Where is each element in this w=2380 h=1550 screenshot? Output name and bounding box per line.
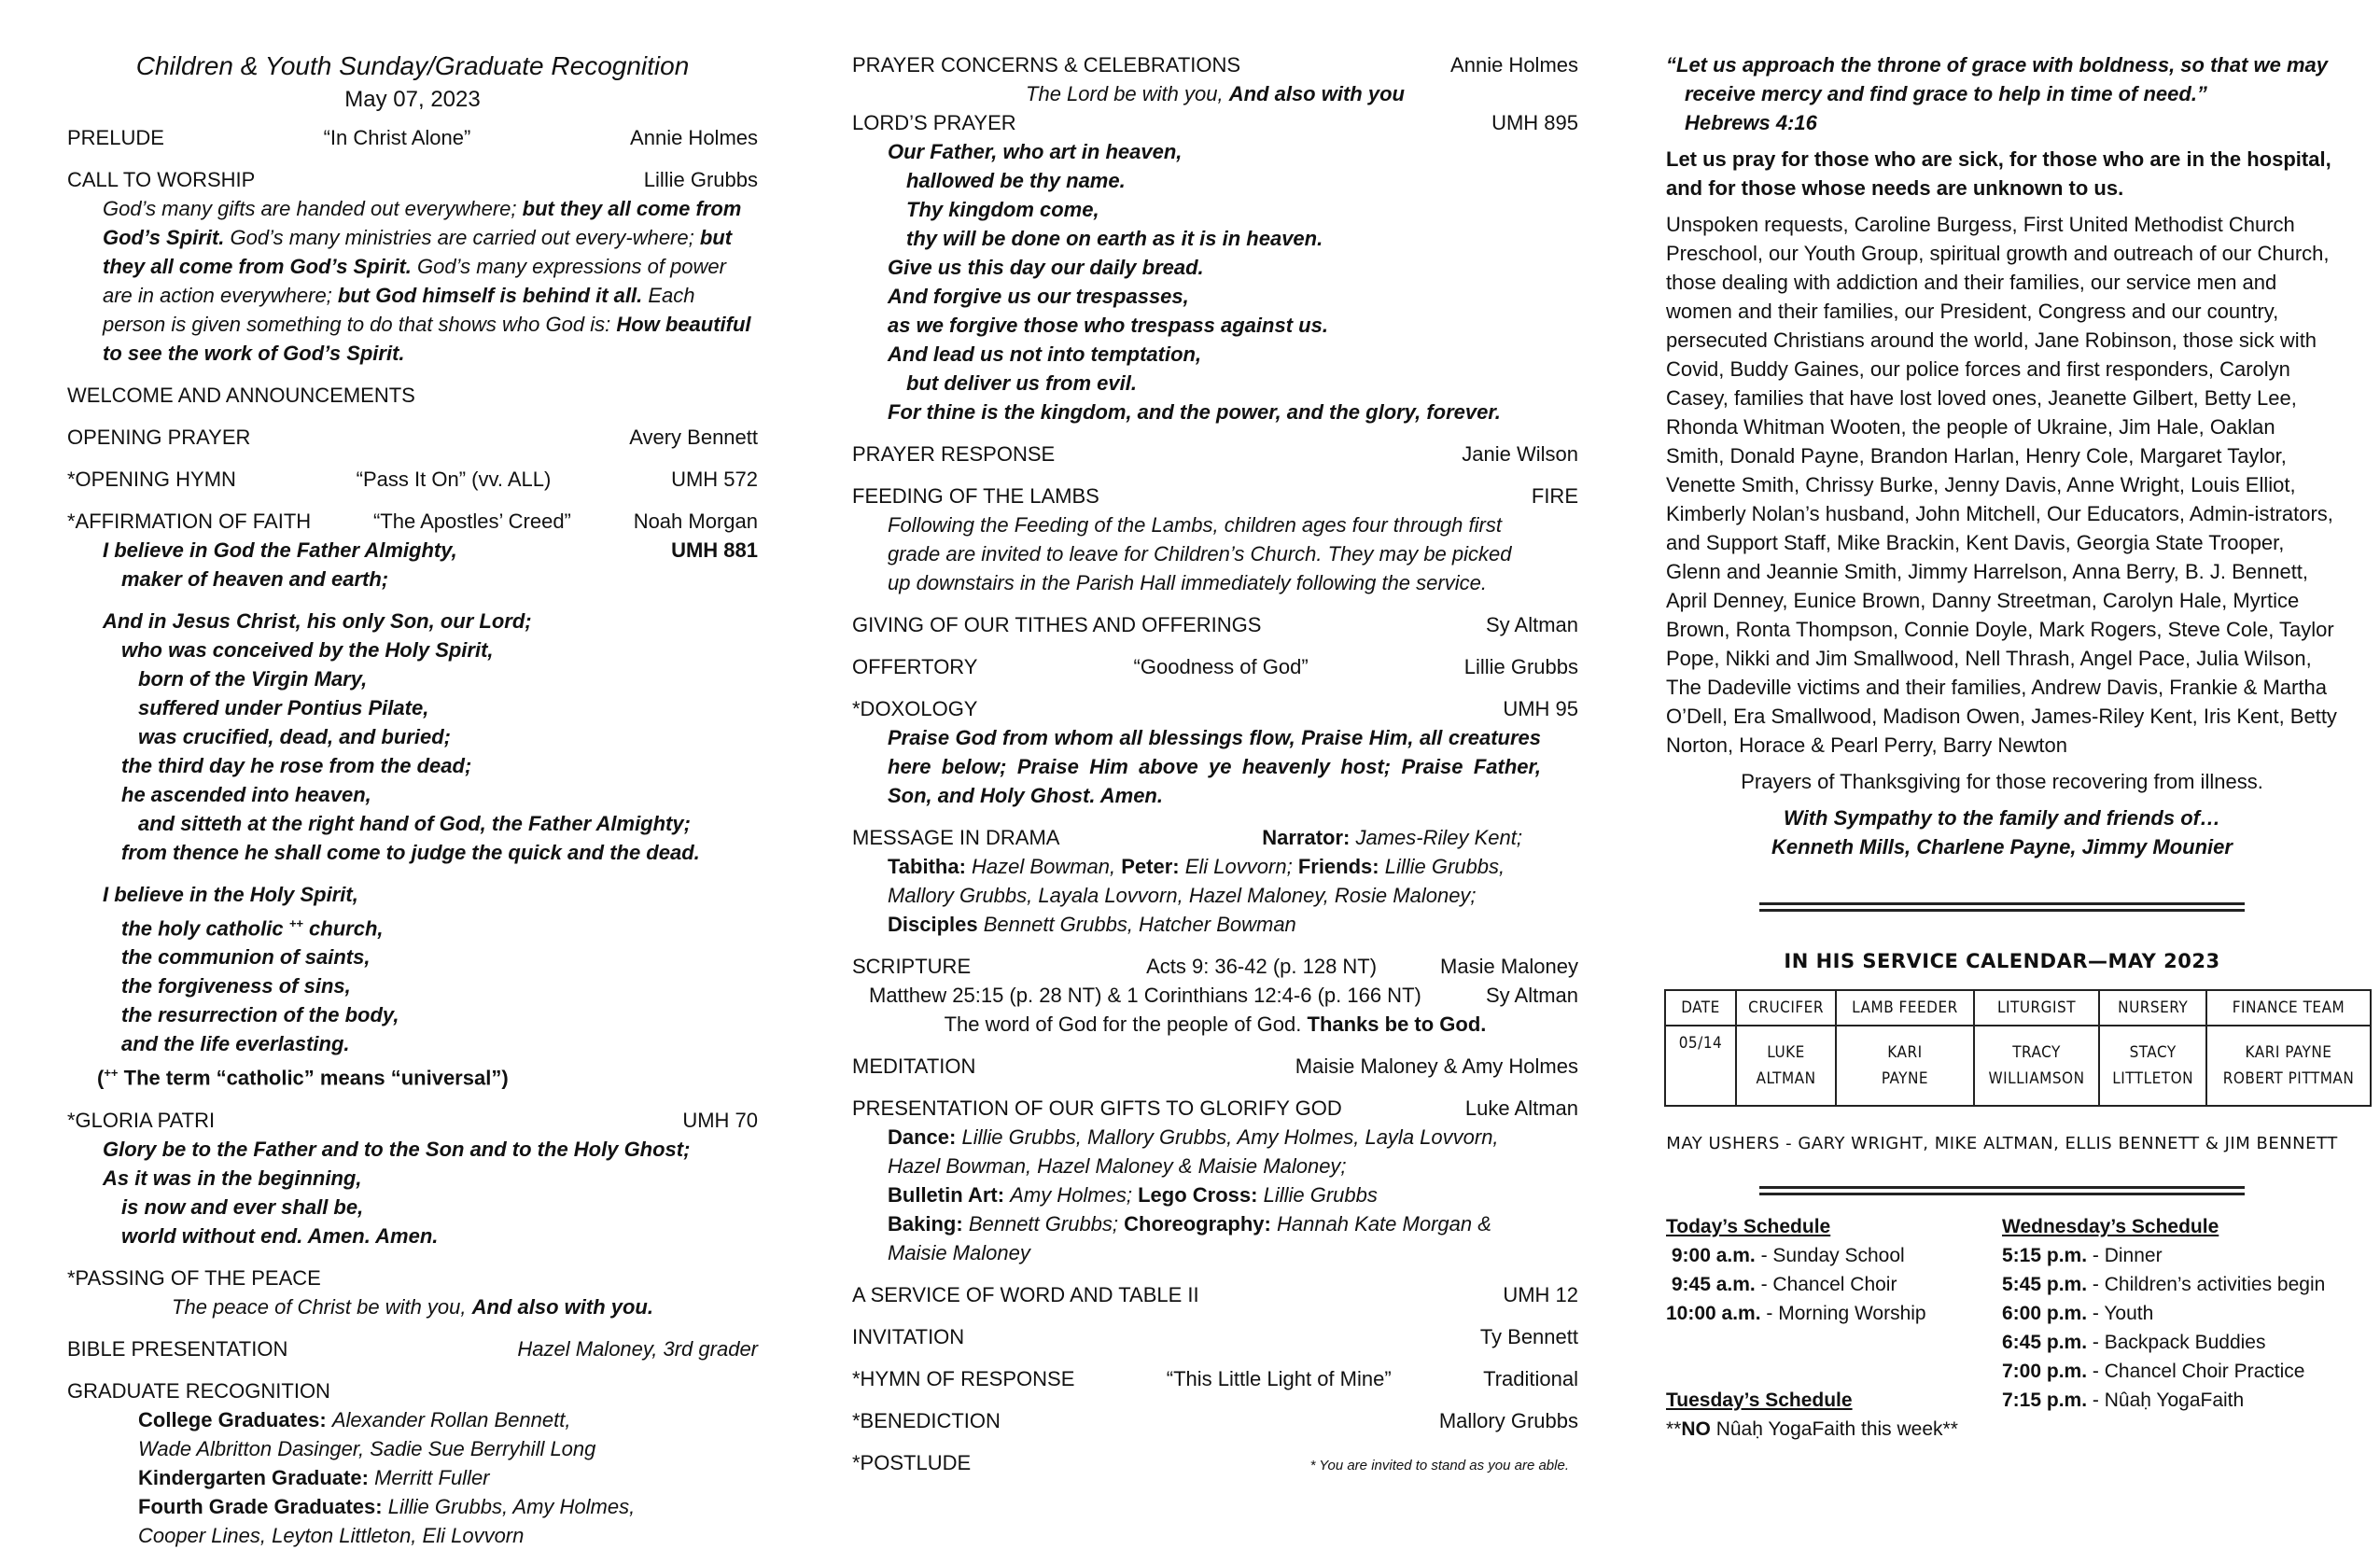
gifts-row: PRESENTATION OF OUR GIFTS TO GLORIFY GOD Luke Altman [852,1096,1578,1120]
postlude-row: *POSTLUDE * You are invited to stand as you are able. [852,1448,1578,1480]
gifts-list: Dance: Lillie Grubbs, Mallory Grubbs, Amy Holmes, Layla Lovvorn, Hazel Bowman, Hazel Maloney & Maisie Maloney; Bulletin Art: Amy Holmes; Lego Cross: Lillie Grubbs Baking: Bennett Grubbs; Choreography: Hannah Kate Morgan & Maisie Maloney [888,1125,1499,1264]
schedule-item: 6:00 p.m. - Youth [2002,1303,2154,1324]
gloria-text: Glory be to the Father and to the Son and to the Holy Ghost; As it was in the beginning, is now and ever shall be, world without end. Amen. Amen. [103,1137,691,1248]
sympathy-text: With Sympathy to the family and friends of… Kenneth Mills, Charlene Payne, Jimmy Mounier [1771,806,2233,859]
feeding-lambs-row: FEEDING OF THE LAMBS FIRE [852,484,1578,508]
divider [1759,1186,2245,1195]
creed-line: was crucified, dead, and buried; [138,725,451,748]
prayer-intro: Let us pray for those who are sick, for those who are in the hospital, and for those whose needs are unknown to us. [1666,147,2331,200]
divider [1759,902,2245,912]
creed-line: suffered under Pontius Pilate, [138,696,429,719]
call-to-worship-text: God’s many gifts are handed out everywhere; but they all come from God’s Spirit. God’s many ministries are carried out every-where; but they all come from God’s Spirit. God’s many expressions of power are in action everywhere; but God himself is behind it all. Each person is given something to do that shows who God is: How beautiful to see the work of God’s Spirit. [103,197,751,365]
hymn-response-row: *HYMN OF RESPONSE “This Little Light of Mine” Traditional [852,1367,1578,1390]
tithes-row: GIVING OF OUR TITHES AND OFFERINGS Sy Altman [852,613,1578,636]
schedule-item: 9:00 a.m. - Sunday School [1671,1245,1905,1266]
creed-line: the third day he rose from the dead; [121,754,472,777]
scripture-response: The word of God for the people of God. Thanks be to God. [944,1012,1487,1036]
benediction-row: *BENEDICTION Mallory Grubbs [852,1409,1578,1432]
call-to-worship-row: CALL TO WORSHIP Lillie Grubbs [67,168,758,191]
scripture-verse: “Let us approach the throne of grace with boldness, so that we may receive mercy and find grace to help in time of need.” Hebrews 4:16 [1666,53,2329,134]
schedule-item: 5:45 p.m. - Children’s activities begin [2002,1274,2326,1295]
invitation-row: INVITATION Ty Bennett [852,1325,1578,1348]
creed-line: the holy catholic ++ church, [121,916,384,941]
creed-line: the forgiveness of sins, [121,974,351,998]
affirmation-row: *AFFIRMATION OF FAITH “The Apostles’ Creed” Noah Morgan [67,510,758,533]
drama-row: MESSAGE IN DRAMA Narrator: James-Riley Kent; [852,826,1522,849]
prayer-list: Unspoken requests, Caroline Burgess, First United Methodist Church Preschool, our Youth Group, spiritual growth and outreach of our Church, those dealing with addiction and their families, our service men and women and their families, our President, Congress and our country, persecuted Christians around the world, Jane Robinson, those sick with Covid, Buddy Gaines, our police forces and first responders, Carolyn Casey, families that have lost loved ones, Jeanette Gilbert, Betty Lee, Rhonda Whitman Wooten, the people of Ukraine, Jim Hale, Oaklan Smith, Donald Payne, Brandon Harlan, Henry Cole, Margaret Taylor, Venette Smith, Chrissy Burke, Jenny Davis, Anne Wright, Louis Elliot, Kimberly Nolan’s husband, John Mitchell, Our Educators, Admin-istrators, and Support Staff, Mike Brackin, Kent Davis, Georgia State Trooper, Glenn and Jeannie Smith, Jimmy Harrelson, Anna Berry, B. J. Bennett, April Denney, Eunice Brown, Danny Streetman, Carolyn Hale, Myrtice Brown, Ronta Thompson, Connie Doyle, Mark Rogers, Steve Cole, Taylor Pope, Nikki and Jim Smallwood, Nell Thrash, Angel Pace, Julia Wilson, The Dadeville victims and their families, Andrew Davis, Frankie & Martha O’Dell, Era Smallwood, Madison Owen, James-Riley Kent, Iris Kent, Betty Norton, Horace & Pearl Perry, Barry Newton [1666,213,2337,757]
schedule-item: 7:00 p.m. - Chancel Choir Practice [2002,1361,2305,1382]
wednesday-schedule: Wednesday’s Schedule 5:15 p.m. - Dinner 5:45 p.m. - Children’s activities begin 6:00 p.m. - Youth 6:45 p.m. - Backpack Buddies 7:00 p.m. - Chancel Choir Practice 7:15 p.m. - Nûaḥ YogaFaith [2002,1212,2338,1444]
creed-line: maker of heaven and earth; [121,567,389,591]
scripture-row: SCRIPTURE Acts 9: 36-42 (p. 128 NT) Masie Maloney [852,955,1578,978]
creed-paragraph-3 [67,880,758,1058]
drama-cast: Tabitha: Hazel Bowman, Peter: Eli Lovvorn; Friends: Lillie Grubbs, Mallory Grubbs, Layala Lovvorn, Hazel Maloney, Rosie Maloney; Disciples Bennett Grubbs, Hatcher Bowman [888,855,1505,936]
creed-line: who was conceived by the Holy Spirit, [121,638,494,662]
service-calendar [1664,989,2372,1107]
schedule-item: 6:45 p.m. - Backpack Buddies [2002,1332,2266,1353]
welcome-label: WELCOME AND ANNOUNCEMENTS [67,384,415,407]
bulletin-title: Children & Youth Sunday/Graduate Recognition [135,51,690,80]
gloria-row: *GLORIA PATRI UMH 70 [67,1108,758,1132]
creed-line: I believe in the Holy Spirit, [103,883,358,906]
prayer-response-row: PRAYER RESPONSE Janie Wilson [852,442,1578,466]
calendar-title: IN HIS SERVICE CALENDAR—MAY 2023 [1784,950,2220,972]
lords-prayer-text: Our Father, who art in heaven, hallowed be thy name. Thy kingdom come, thy will be done on earth as it is in heaven. Give us this day our daily bread. And forgive us our trespasses, as we forgive those who trespass against us. And lead us not into temptation, but deliver us from evil. For thine is the kingdom, and the power, and the glory, forever. [888,140,1501,424]
creed-line: the resurrection of the body, [121,1003,399,1027]
offertory-row: OFFERTORY “Goodness of God” Lillie Grubbs [852,655,1578,678]
opening-prayer-row: OPENING PRAYER Avery Bennett [67,426,758,449]
today-schedule: Today’s Schedule 9:00 a.m. - Sunday School 9:45 a.m. - Chancel Choir 10:00 a.m. - Morning Worship Tuesday’s Schedule **NO Nûaḥ YogaFaith this week** [1666,1212,2002,1444]
tuesday-note: **NO Nûaḥ YogaFaith this week** [1666,1418,1958,1440]
graduate-label: GRADUATE RECOGNITION [67,1378,330,1403]
column-middle [852,0,1578,1480]
footnote: * You are invited to stand as you are able. [1309,1458,1569,1473]
creed-line: from thence he shall come to judge the quick and the dead. [121,841,700,864]
creed-line: he ascended into heaven, [121,783,371,806]
scripture-row-2: Matthew 25:15 (p. 28 NT) & 1 Corinthians 12:4-6 (p. 166 NT) Sy Altman [869,984,1578,1007]
tuesday-title: Tuesday’s Schedule [1666,1389,1853,1411]
creed-line: born of the Virgin Mary, [138,667,368,691]
creed-paragraph-2 [67,607,758,867]
opening-hymn-row: *OPENING HYMN “Pass It On” (vv. ALL) UMH 572 [67,468,758,491]
feeding-lambs-text: Following the Feeding of the Lambs, children ages four through first grade are invited to leave for Children’s Church. They may be picked up downstairs in the Parish Hall immediately following the service. [888,513,1512,594]
ushers-text: MAY USHERS - GARY WRIGHT, MIKE ALTMAN, ELLIS BENNETT & JIM BENNETT [1666,1134,2338,1153]
creed-line: and the life everlasting. [121,1032,350,1056]
concerns-text: The Lord be with you, And also with you [1026,82,1405,105]
peace-text: The peace of Christ be with you, And also with you. [172,1294,653,1319]
meditation-row: MEDITATION Maisie Maloney & Amy Holmes [852,1054,1578,1078]
peace-label: *PASSING OF THE PEACE [67,1265,321,1290]
creed-line: the communion of saints, [121,945,371,970]
doxology-row: *DOXOLOGY UMH 95 [852,697,1578,720]
calendar-row: 05/14 LUKE ALTMAN KARI PAYNE TRACY WILLIAMSON STACY LITTLETON KARI PAYNE ROBERT PITTMAN [1665,1026,2371,1106]
creed-note: (++ The term “catholic” means “universal”) [97,1066,509,1090]
schedule-item: 5:15 p.m. - Dinner [2002,1245,2163,1266]
graduate-list: College Graduates: Alexander Rollan Bennett, Wade Albritton Dasinger, Sadie Sue Berryhill Long Kindergarten Graduate: Merritt Fuller Fourth Grade Graduates: Lillie Grubbs, Amy Holmes, Cooper Lines, Leyton Littleton, Eli Lovvorn [138,1407,636,1547]
calendar-header-row: DATE CRUCIFER LAMB FEEDER LITURGIST NURSERY FINANCE TEAM [1665,990,2371,1026]
bible-row: BIBLE PRESENTATION Hazel Maloney, 3rd grader [67,1336,758,1361]
creed-line: and sitteth at the right hand of God, the Father Almighty; [138,812,691,835]
doxology-text: Praise God from whom all blessings flow, Praise Him, all creatures here below; Praise Him above ye heavenly host; Praise Father, Son, and Holy Ghost. Amen. [888,726,1541,807]
column-left [67,0,758,1550]
schedule-item: 10:00 a.m. - Morning Worship [1666,1303,1926,1324]
bulletin-date: May 07, 2023 [344,87,481,112]
prelude-row: PRELUDE “In Christ Alone” Annie Holmes [67,126,758,149]
creed-line: I believe in God the Father Almighty, UMH 881 [103,538,758,562]
schedule-item: 7:15 p.m. - Nûaḥ YogaFaith [2002,1389,2245,1411]
creed-line: And in Jesus Christ, his only Son, our Lord; [103,609,532,633]
thanksgiving-text: Prayers of Thanksgiving for those recovering from illness. [1741,770,2263,793]
column-right [1666,0,2355,1444]
schedule-item: 9:45 a.m. - Chancel Choir [1671,1274,1897,1295]
service-row: A SERVICE OF WORD AND TABLE II UMH 12 [852,1283,1578,1306]
concerns-row: PRAYER CONCERNS & CELEBRATIONS Annie Holmes [852,53,1578,77]
lords-prayer-row: LORD’S PRAYER UMH 895 [852,111,1578,134]
schedules [1666,1212,2338,1444]
